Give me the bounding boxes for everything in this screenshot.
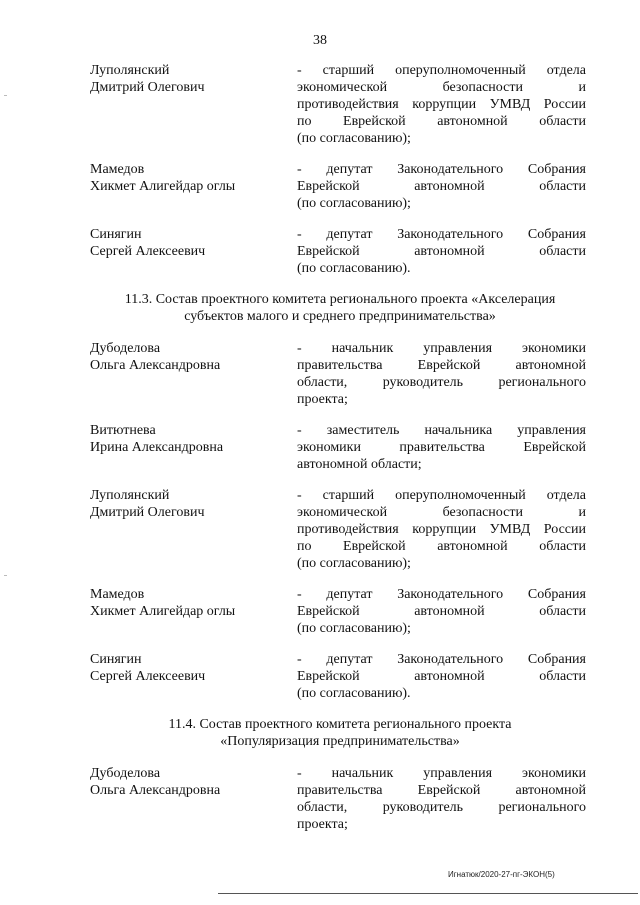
document-code: Игнатюк/2020-27-пг-ЭКОН(5) [448, 870, 555, 879]
member-name: Синягин Сергей Алексеевич [90, 227, 206, 259]
member-position: - депутат Законодательного Собрания Еврейской автономной области (по согласованию). [297, 227, 586, 276]
member-entry [90, 62, 586, 150]
member-position: - старший оперуполномоченный отдела экономической безопасности и противодействия коррупции УМВД России по Еврейской автономной области (по согласованию); [297, 63, 586, 146]
member-entry [90, 161, 586, 215]
member-position: - заместитель начальника управления экономики правительства Еврейской автономной области; [297, 423, 586, 472]
member-entry [90, 651, 586, 705]
section-heading: 11.3. Состав проектного комитета регионального проекта «Акселерация субъектов малого и среднего предпринимательства» [124, 292, 556, 324]
bottom-divider [218, 893, 638, 894]
member-name: Мамедов Хикмет Алигейдар оглы [90, 162, 236, 194]
member-position: - старший оперуполномоченный отдела экономической безопасности и противодействия коррупции УМВД России по Еврейской автономной области (по согласованию); [297, 488, 586, 571]
member-name: Дубоделова Ольга Александровна [90, 341, 221, 373]
margin-mark [4, 95, 7, 96]
member-position: - депутат Законодательного Собрания Еврейской автономной области (по согласованию); [297, 587, 586, 636]
member-name: Витютнева Ирина Александровна [90, 423, 224, 455]
member-position: - начальник управления экономики правительства Еврейской автономной области, руководитель регионального проекта; [297, 341, 586, 407]
member-entry [90, 226, 586, 280]
member-position: - депутат Законодательного Собрания Еврейской автономной области (по согласованию); [297, 162, 586, 211]
member-name: Мамедов Хикмет Алигейдар оглы [90, 587, 236, 619]
member-name: Луполянский Дмитрий Олегович [90, 63, 205, 95]
member-position: - начальник управления экономики правительства Еврейской автономной области, руководитель регионального проекта; [297, 766, 586, 832]
member-name: Дубоделова Ольга Александровна [90, 766, 221, 798]
page-number: 38 [313, 33, 327, 48]
member-entry [90, 765, 586, 835]
section-heading: 11.4. Состав проектного комитета регионального проекта «Популяризация предпринимательства» [168, 717, 512, 749]
member-entry [90, 340, 586, 410]
member-entry [90, 487, 586, 575]
member-position: - депутат Законодательного Собрания Еврейской автономной области (по согласованию). [297, 652, 586, 701]
member-name: Луполянский Дмитрий Олегович [90, 488, 205, 520]
member-entry [90, 422, 586, 476]
margin-mark [4, 575, 7, 576]
member-name: Синягин Сергей Алексеевич [90, 652, 206, 684]
member-entry [90, 586, 586, 640]
